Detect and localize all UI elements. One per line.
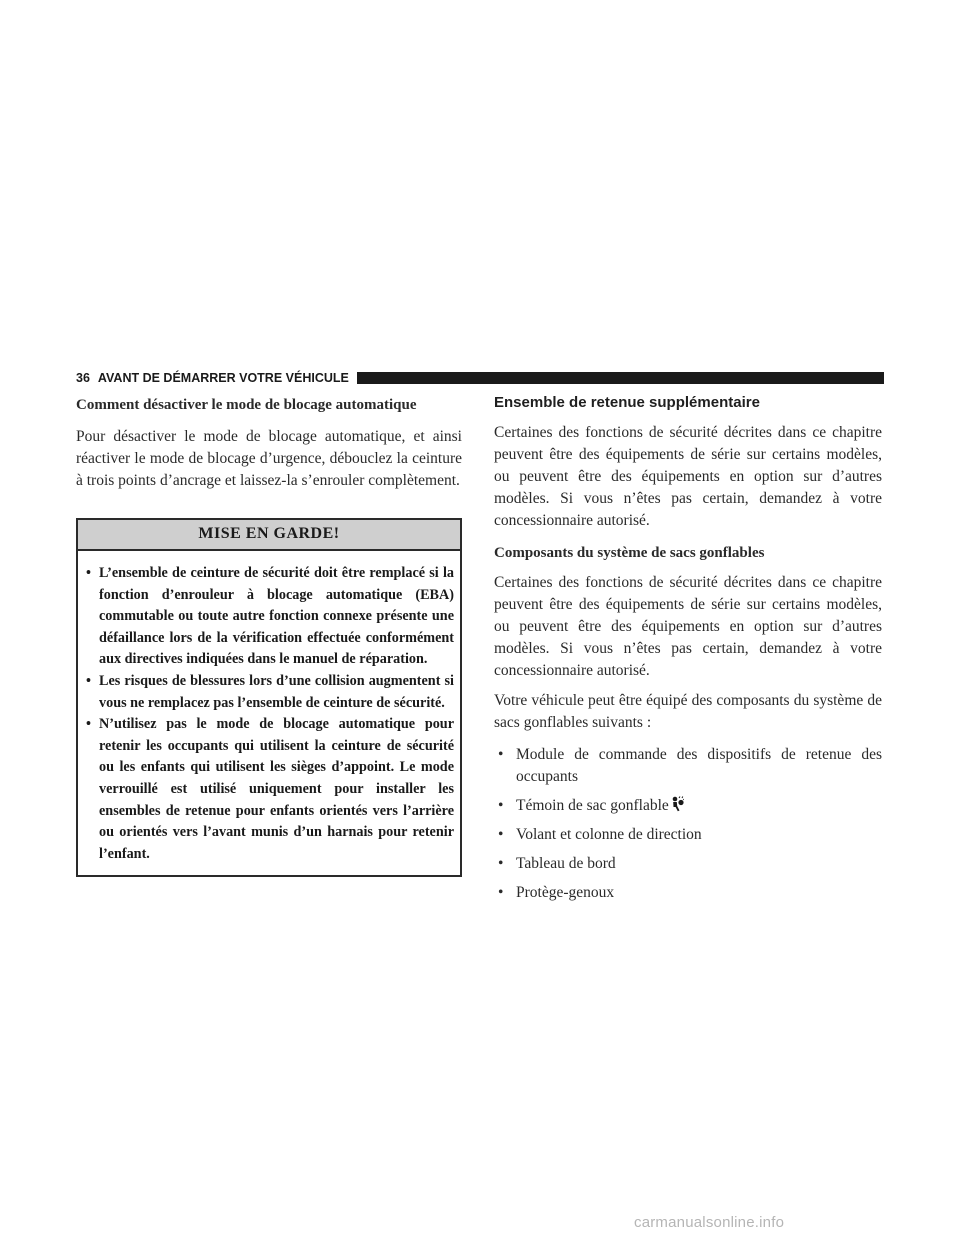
warning-item [86, 563, 454, 671]
paragraph-components-list-intro: Votre véhicule peut être équipé des composants du système de sacs gonflables suivants : [494, 692, 882, 731]
list-item [494, 824, 882, 846]
warning-item-text: L’ensemble de ceinture de sécurité doit être remplacé si la fonction d’enrouleur à blocage automatique (EBA) commutable ou toute autre fonction connexe présente une défaillance lors de la vérification effectuée conformément aux directives indiquées dans le manuel de réparation. [99, 565, 454, 668]
left-column [76, 392, 462, 877]
paragraph-intro: Certaines des fonctions de sécurité décrites dans ce chapitre peuvent être des équipements de série sur certains modèles, ou peuvent être des équipements en option sur d’autres modèles. Si vous n’êtes pas certain, demandez à votre concessionnaire autorisé. [494, 424, 882, 529]
paragraph-components-intro: Certaines des fonctions de sécurité décrites dans ce chapitre peuvent être des équipements de série sur certains modèles, ou peuvent être des équipements en option sur d’autres modèles. Si vous n’êtes pas certain, demandez à votre concessionnaire autorisé. [494, 574, 882, 679]
list-item [494, 882, 882, 904]
list-item-text: Témoin de sac gonflable [516, 797, 669, 814]
warning-list [78, 551, 460, 875]
warning-item [86, 714, 454, 865]
warning-item-text: N’utilisez pas le mode de blocage automatique pour retenir les occupants qui utilisent la ceinture de sécurité ou les enfants qui utilisent les sièges d’appoint. Le mode verrouillé est utilisé uniquement pour installer les ensembles de retenue pour enfants orientés vers l’arrière ou orientés vers l’avant munis d’un harnais pour retenir l’enfant. [99, 716, 454, 862]
page-header [76, 369, 884, 387]
header-bar [357, 372, 884, 384]
warning-item [86, 671, 454, 714]
list-item-text: Tableau de bord [516, 855, 616, 872]
subheading-disable-auto-lock: Comment désactiver le mode de blocage automatique [76, 397, 417, 413]
page-number: 36 [76, 371, 90, 385]
airbag-components-list [494, 744, 882, 904]
bullet: • [86, 672, 91, 689]
bullet: • [86, 716, 91, 733]
list-item-text: Module de commande des dispositifs de retenue des occupants [516, 746, 882, 785]
warning-title: MISE EN GARDE! [78, 520, 460, 551]
section-title: AVANT DE DÉMARRER VOTRE VÉHICULE [97, 371, 349, 385]
paragraph-disable-auto-lock: Pour désactiver le mode de blocage automatique, et ainsi réactiver le mode de blocage d’urgence, débouclez la ceinture à trois points d’ancrage et laissez-la s’enrouler complètement. [76, 428, 462, 489]
bullet: • [498, 746, 504, 763]
heading-supplemental-restraint: Ensemble de retenue supplémentaire [494, 394, 760, 411]
right-column [494, 392, 882, 911]
list-item-text: Volant et colonne de direction [516, 826, 702, 843]
list-item [494, 795, 882, 817]
warning-box [76, 518, 462, 877]
bullet: • [498, 884, 504, 901]
bullet: • [86, 565, 91, 581]
list-item [494, 744, 882, 788]
list-item [494, 853, 882, 875]
bullet: • [498, 855, 504, 872]
bullet: • [498, 797, 504, 814]
airbag-warning-icon [670, 796, 684, 812]
list-item-text: Protège-genoux [516, 884, 615, 901]
subheading-airbag-components: Composants du système de sacs gonflables [494, 545, 765, 561]
warning-item-text: Les risques de blessures lors d’une collision augmentent si vous ne remplacez pas l’ensemble de ceinture de sécurité. [99, 672, 454, 711]
watermark: carmanualsonline.info [634, 1214, 785, 1231]
bullet: • [498, 826, 504, 843]
